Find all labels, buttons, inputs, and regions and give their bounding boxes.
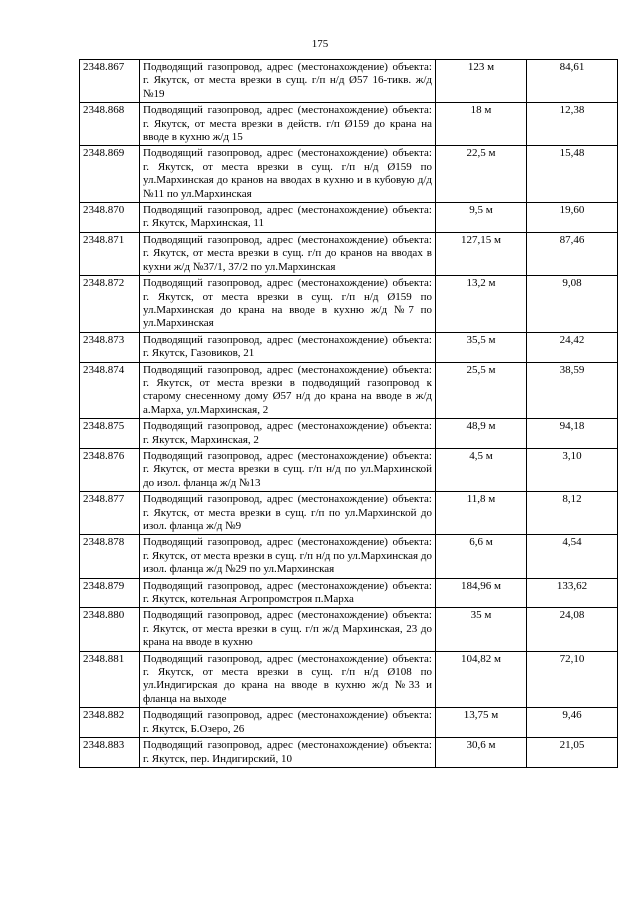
- item-description: Подводящий газопровод, адрес (местонахождение) объекта: г. Якутск, от места врезки в сущ. г/п по ул.Мархинской до изол. фланца ж/д №9: [140, 492, 436, 535]
- item-number: 2348.882: [80, 708, 140, 738]
- item-length: 123 м: [436, 60, 527, 103]
- item-value: 94,18: [527, 419, 618, 449]
- item-value: 9,08: [527, 276, 618, 333]
- table-row: [80, 103, 618, 146]
- item-description: Подводящий газопровод, адрес (местонахождение) объекта: г. Якутск, от места врезки в сущ. г/п н/д Ø108 по ул.Индигирская до крана на вводе в кухню ж/д №33 и фланца на выходе: [140, 651, 436, 708]
- item-value: 84,61: [527, 60, 618, 103]
- item-length: 25,5 м: [436, 362, 527, 419]
- item-number: 2348.878: [80, 535, 140, 578]
- item-number: 2348.871: [80, 232, 140, 275]
- table-row: [80, 651, 618, 708]
- table-row: [80, 448, 618, 491]
- item-number: 2348.870: [80, 203, 140, 233]
- item-value: 87,46: [527, 232, 618, 275]
- item-description: Подводящий газопровод, адрес (местонахождение) объекта: г. Якутск, от места врезки в сущ. г/п до кранов на вводах в кухни ж/д №37/1, 37/2 по ул.Мархинская: [140, 232, 436, 275]
- item-length: 35 м: [436, 608, 527, 651]
- page-number: 175: [311, 38, 329, 50]
- table-row: [80, 608, 618, 651]
- item-description: Подводящий газопровод, адрес (местонахождение) объекта: г. Якутск, от места врезки в сущ. г/п н/д Ø159 по ул.Мархинская до кранов на вводах в кухню и в кубовую д/д №11 по ул.Мархинская: [140, 146, 436, 203]
- item-value: 72,10: [527, 651, 618, 708]
- item-value: 9,46: [527, 708, 618, 738]
- item-length: 6,6 м: [436, 535, 527, 578]
- item-number: 2348.883: [80, 738, 140, 768]
- item-number: 2348.875: [80, 419, 140, 449]
- item-number: 2348.877: [80, 492, 140, 535]
- item-value: 19,60: [527, 203, 618, 233]
- item-length: 13,75 м: [436, 708, 527, 738]
- item-description: Подводящий газопровод, адрес (местонахождение) объекта: г. Якутск, Газовиков, 21: [140, 332, 436, 362]
- item-number: 2348.876: [80, 448, 140, 491]
- item-number: 2348.880: [80, 608, 140, 651]
- table-row: [80, 146, 618, 203]
- item-description: Подводящий газопровод, адрес (местонахождение) объекта: г. Якутск, от места врезки в сущ. г/п н/д Ø57 16-тикв. ж/д №19: [140, 60, 436, 103]
- item-value: 3,10: [527, 448, 618, 491]
- table-row: [80, 708, 618, 738]
- item-value: 24,08: [527, 608, 618, 651]
- item-description: Подводящий газопровод, адрес (местонахождение) объекта: г. Якутск, Б.Озеро, 26: [140, 708, 436, 738]
- item-length: 104,82 м: [436, 651, 527, 708]
- item-description: Подводящий газопровод, адрес (местонахождение) объекта: г. Якутск, Мархинская, 11: [140, 203, 436, 233]
- item-length: 35,5 м: [436, 332, 527, 362]
- table-row: [80, 203, 618, 233]
- table-row: [80, 60, 618, 103]
- item-description: Подводящий газопровод, адрес (местонахождение) объекта: г. Якутск, котельная Агропромстроя п.Марха: [140, 578, 436, 608]
- item-number: 2348.867: [80, 60, 140, 103]
- item-length: 127,15 м: [436, 232, 527, 275]
- item-value: 8,12: [527, 492, 618, 535]
- item-length: 30,6 м: [436, 738, 527, 768]
- item-value: 21,05: [527, 738, 618, 768]
- table-row: [80, 332, 618, 362]
- item-description: Подводящий газопровод, адрес (местонахождение) объекта: г. Якутск, Мархинская, 2: [140, 419, 436, 449]
- item-number: 2348.874: [80, 362, 140, 419]
- item-value: 133,62: [527, 578, 618, 608]
- item-length: 13,2 м: [436, 276, 527, 333]
- item-length: 4,5 м: [436, 448, 527, 491]
- item-description: Подводящий газопровод, адрес (местонахождение) объекта: г. Якутск, от места врезки в сущ. г/п н/д по ул.Мархинской до изол. фланца ж/д №13: [140, 448, 436, 491]
- item-value: 4,54: [527, 535, 618, 578]
- item-value: 38,59: [527, 362, 618, 419]
- item-number: 2348.872: [80, 276, 140, 333]
- item-number: 2348.868: [80, 103, 140, 146]
- table-row: [80, 738, 618, 768]
- item-length: 18 м: [436, 103, 527, 146]
- table-row: [80, 578, 618, 608]
- item-number: 2348.873: [80, 332, 140, 362]
- item-length: 11,8 м: [436, 492, 527, 535]
- table-row: [80, 232, 618, 275]
- table-row: [80, 362, 618, 419]
- item-description: Подводящий газопровод, адрес (местонахождение) объекта: г. Якутск, от места врезки в сущ. г/п н/д Ø159 по ул.Мархинская до крана на вводе в кухню ж/д №7 по ул.Мархинская: [140, 276, 436, 333]
- item-description: Подводящий газопровод, адрес (местонахождение) объекта: г. Якутск, от места врезки в сущ. г/п н/д по ул.Мархинская до изол. фланца ж/д №29 по ул.Мархинская: [140, 535, 436, 578]
- item-length: 48,9 м: [436, 419, 527, 449]
- item-description: Подводящий газопровод, адрес (местонахождение) объекта: г. Якутск, пер. Индигирский, 10: [140, 738, 436, 768]
- item-description: Подводящий газопровод, адрес (местонахождение) объекта: г. Якутск, от места врезки в подводящий газопровод к старому снесенному дому Ø57 н/д до крана на вводе в ж/д а.Марха, ул.Мархинская, 2: [140, 362, 436, 419]
- item-number: 2348.881: [80, 651, 140, 708]
- item-number: 2348.879: [80, 578, 140, 608]
- item-length: 184,96 м: [436, 578, 527, 608]
- table-row: [80, 492, 618, 535]
- item-length: 22,5 м: [436, 146, 527, 203]
- item-value: 12,38: [527, 103, 618, 146]
- registry-table: [79, 59, 618, 768]
- item-value: 24,42: [527, 332, 618, 362]
- table-row: [80, 276, 618, 333]
- registry-table-body: [80, 60, 618, 768]
- item-value: 15,48: [527, 146, 618, 203]
- item-description: Подводящий газопровод, адрес (местонахождение) объекта: г. Якутск, от места врезки в сущ. г/п ж/д Мархинская, 23 до крана на вводе в кухню: [140, 608, 436, 651]
- item-number: 2348.869: [80, 146, 140, 203]
- item-description: Подводящий газопровод, адрес (местонахождение) объекта: г. Якутск, от места врезки в действ. г/п Ø159 до крана на вводе в кухню ж/д 15: [140, 103, 436, 146]
- table-row: [80, 535, 618, 578]
- table-row: [80, 419, 618, 449]
- item-length: 9,5 м: [436, 203, 527, 233]
